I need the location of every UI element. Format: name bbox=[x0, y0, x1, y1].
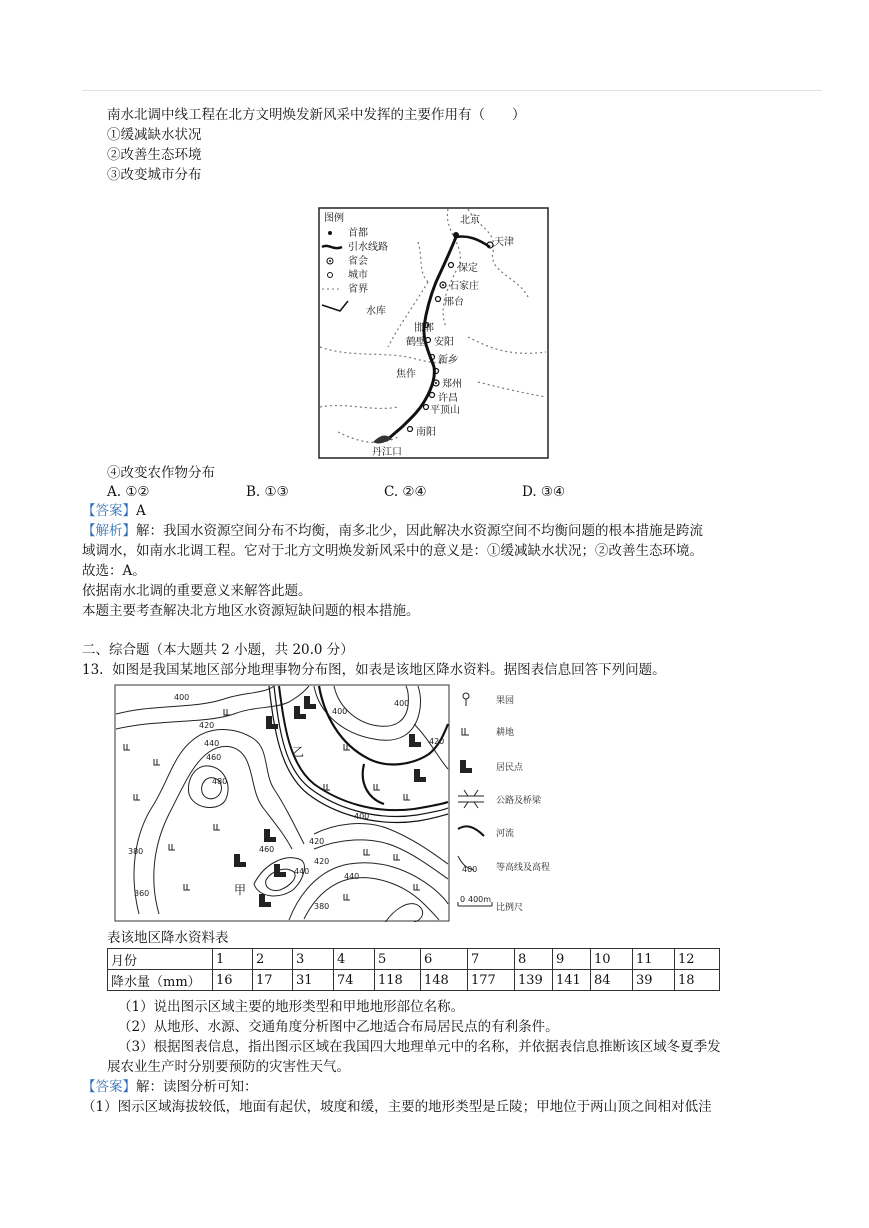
q12-analysis-tag: 【解析】 bbox=[82, 523, 136, 539]
map1-legend-title: 图例 bbox=[324, 213, 344, 224]
legend-orchard: 果园 bbox=[496, 696, 515, 706]
q13-sub-3a: （3）根据图表信息，指出图示区域在我国四大地理单元中的名称，并依据表信息推断该区域冬夏季发 bbox=[118, 1039, 721, 1055]
precip-cell: 18 bbox=[675, 970, 720, 991]
svg-text:0: 0 bbox=[460, 895, 466, 904]
contour-label: 420 bbox=[199, 721, 215, 730]
table-header-precip: 降水量（mm） bbox=[108, 970, 213, 991]
month-cell: 11 bbox=[633, 949, 675, 970]
city-nanyang: 南阳 bbox=[416, 427, 436, 438]
q12-statement-2: ②改善生态环境 bbox=[107, 147, 202, 163]
precip-cell: 17 bbox=[253, 970, 293, 991]
precip-cell: 74 bbox=[334, 970, 375, 991]
city-pingdingshan: 平顶山 bbox=[430, 405, 460, 416]
q12-stem: 南水北调中线工程在北方文明焕发新风采中发挥的主要作用有（ ） bbox=[107, 107, 526, 123]
contour-label: 420 bbox=[314, 857, 330, 866]
q13-number: 13. bbox=[82, 662, 104, 678]
contour-label: 400 bbox=[332, 707, 348, 716]
contour-label: 460 bbox=[206, 753, 222, 762]
contour-label: 420 bbox=[429, 737, 445, 746]
q13-answer-intro: 解：读图分析可知： bbox=[136, 1079, 258, 1095]
precip-cell: 31 bbox=[293, 970, 334, 991]
q13-stem: 如图是我国某地区部分地理事物分布图，如表是该地区降水资料。据图表信息回答下列问题。 bbox=[112, 662, 666, 678]
contour-label: 420 bbox=[309, 837, 325, 846]
q12-analysis-line-1: 解：我国水资源空间分布不均衡，南多北少，因此解决水资源空间不均衡问题的根本措施是跨流 bbox=[136, 523, 703, 539]
precipitation-table bbox=[107, 948, 720, 991]
q13-answer-1: （1）图示区域海拔较低，地面有起伏，坡度和缓，主要的地形类型是丘陵；甲地位于两山顶之间相对低洼 bbox=[82, 1099, 712, 1115]
contour-label: 400 bbox=[174, 693, 190, 702]
q13-answer-tag: 【答案】 bbox=[82, 1079, 136, 1095]
month-cell: 5 bbox=[375, 949, 421, 970]
table-header-month: 月份 bbox=[108, 949, 213, 970]
city-jiaozuo: 焦作 bbox=[396, 369, 416, 380]
month-cell: 2 bbox=[253, 949, 293, 970]
city-hebi: 鹤壁 bbox=[406, 337, 426, 348]
precip-cell: 39 bbox=[633, 970, 675, 991]
city-zhengzhou: 郑州 bbox=[442, 379, 462, 390]
q13-sub-3b: 展农业生产时分别要预防的灾害性天气。 bbox=[107, 1059, 350, 1075]
month-cell: 1 bbox=[213, 949, 253, 970]
contour-label: 400 bbox=[354, 812, 370, 821]
q12-answer-tag: 【答案】 bbox=[82, 503, 136, 519]
contour-label: 400 bbox=[394, 699, 410, 708]
legend-road-bridge: 公路及桥梁 bbox=[496, 796, 542, 806]
city-xingtai: 邢台 bbox=[444, 297, 464, 308]
city-handan: 邯郸 bbox=[414, 323, 434, 334]
month-cell: 9 bbox=[553, 949, 591, 970]
precip-cell: 16 bbox=[213, 970, 253, 991]
city-xuchang: 许昌 bbox=[438, 393, 458, 404]
precip-cell: 148 bbox=[421, 970, 468, 991]
q12-option-d: D. ③④ bbox=[522, 484, 566, 500]
map1-legend-city: 城市 bbox=[348, 270, 368, 281]
table-row bbox=[108, 949, 720, 970]
q12-answer: A bbox=[136, 503, 146, 519]
precip-cell: 118 bbox=[375, 970, 421, 991]
q12-statement-4: ④改变农作物分布 bbox=[107, 465, 215, 481]
month-cell: 6 bbox=[421, 949, 468, 970]
q12-option-c: C. ②④ bbox=[384, 484, 427, 500]
contour-label: 380 bbox=[128, 847, 144, 856]
contour-label: 460 bbox=[259, 845, 275, 854]
city-xinxiang: 新乡 bbox=[438, 355, 458, 366]
contour-map bbox=[114, 684, 592, 922]
contour-label: 380 bbox=[314, 902, 330, 911]
legend-river: 河流 bbox=[496, 829, 515, 839]
q12-statement-3: ③改变城市分布 bbox=[107, 167, 202, 183]
q12-note-1: 依据南水北调的重要意义来解答此题。 bbox=[82, 583, 312, 599]
table-caption: 表该地区降水资料表 bbox=[107, 930, 229, 946]
q12-statement-1: ①缓减缺水状况 bbox=[107, 127, 202, 143]
month-cell: 4 bbox=[334, 949, 375, 970]
q12-conclusion: 故选：A。 bbox=[82, 563, 146, 579]
city-tianjin: 天津 bbox=[494, 237, 514, 248]
precip-cell: 84 bbox=[591, 970, 633, 991]
table-row bbox=[108, 970, 720, 991]
legend-contour: 等高线及高程 bbox=[496, 863, 551, 873]
city-shijiazhuang: 石家庄 bbox=[449, 281, 479, 292]
map1-legend-capital: 首都 bbox=[348, 228, 368, 239]
map1-legend-reservoir: 水库 bbox=[366, 306, 386, 317]
contour-label: 360 bbox=[134, 889, 150, 898]
map-label-yi: 乙 bbox=[292, 745, 305, 759]
month-cell: 8 bbox=[515, 949, 553, 970]
precip-cell: 141 bbox=[553, 970, 591, 991]
precip-cell: 177 bbox=[468, 970, 515, 991]
map1-legend-boundary: 省界 bbox=[348, 284, 368, 295]
contour-label: 480 bbox=[212, 777, 228, 786]
map-label-jia: 甲 bbox=[234, 883, 247, 897]
city-anyang: 安阳 bbox=[434, 337, 454, 348]
q12-option-a: A. ①② bbox=[107, 484, 150, 500]
legend-contour-value: 400 bbox=[462, 865, 478, 874]
contour-label: 440 bbox=[344, 872, 360, 881]
map1-legend-canal: 引水线路 bbox=[348, 242, 388, 253]
map1-legend-provincial-capital: 省会 bbox=[348, 256, 368, 267]
city-baoding: 保定 bbox=[458, 263, 478, 274]
q12-option-b: B. ①③ bbox=[246, 484, 289, 500]
month-cell: 12 bbox=[675, 949, 720, 970]
city-beijing: 北京 bbox=[460, 215, 480, 226]
q12-note-2: 本题主要考查解决北方地区水资源短缺问题的根本措施。 bbox=[82, 603, 420, 619]
q13-sub-2: （2）从地形、水源、交通角度分析图中乙地适合布局居民点的有利条件。 bbox=[118, 1019, 559, 1035]
month-cell: 3 bbox=[293, 949, 334, 970]
legend-settlement: 居民点 bbox=[496, 763, 524, 773]
legend-farmland: 耕地 bbox=[496, 728, 515, 738]
city-danjiangkou: 丹江口 bbox=[372, 447, 402, 458]
q13-sub-1: （1）说出图示区域主要的地形类型和甲地地形部位名称。 bbox=[118, 999, 465, 1015]
month-cell: 10 bbox=[591, 949, 633, 970]
legend-scale: 比例尺 bbox=[496, 903, 524, 913]
contour-label: 440 bbox=[204, 739, 220, 748]
q12-analysis-line-2: 域调水，如南水北调工程。它对于北方文明焕发新风采中的意义是：①缓减缺水状况；②改善生态环境。 bbox=[82, 543, 703, 559]
section-heading: 二、综合题（本大题共 2 小题，共 20.0 分） bbox=[82, 642, 354, 658]
water-diversion-map bbox=[318, 207, 549, 459]
precip-cell: 139 bbox=[515, 970, 553, 991]
month-cell: 7 bbox=[468, 949, 515, 970]
header-rule bbox=[82, 90, 822, 91]
legend-scale-value: 400m bbox=[468, 895, 492, 904]
contour-label: 440 bbox=[294, 867, 310, 876]
